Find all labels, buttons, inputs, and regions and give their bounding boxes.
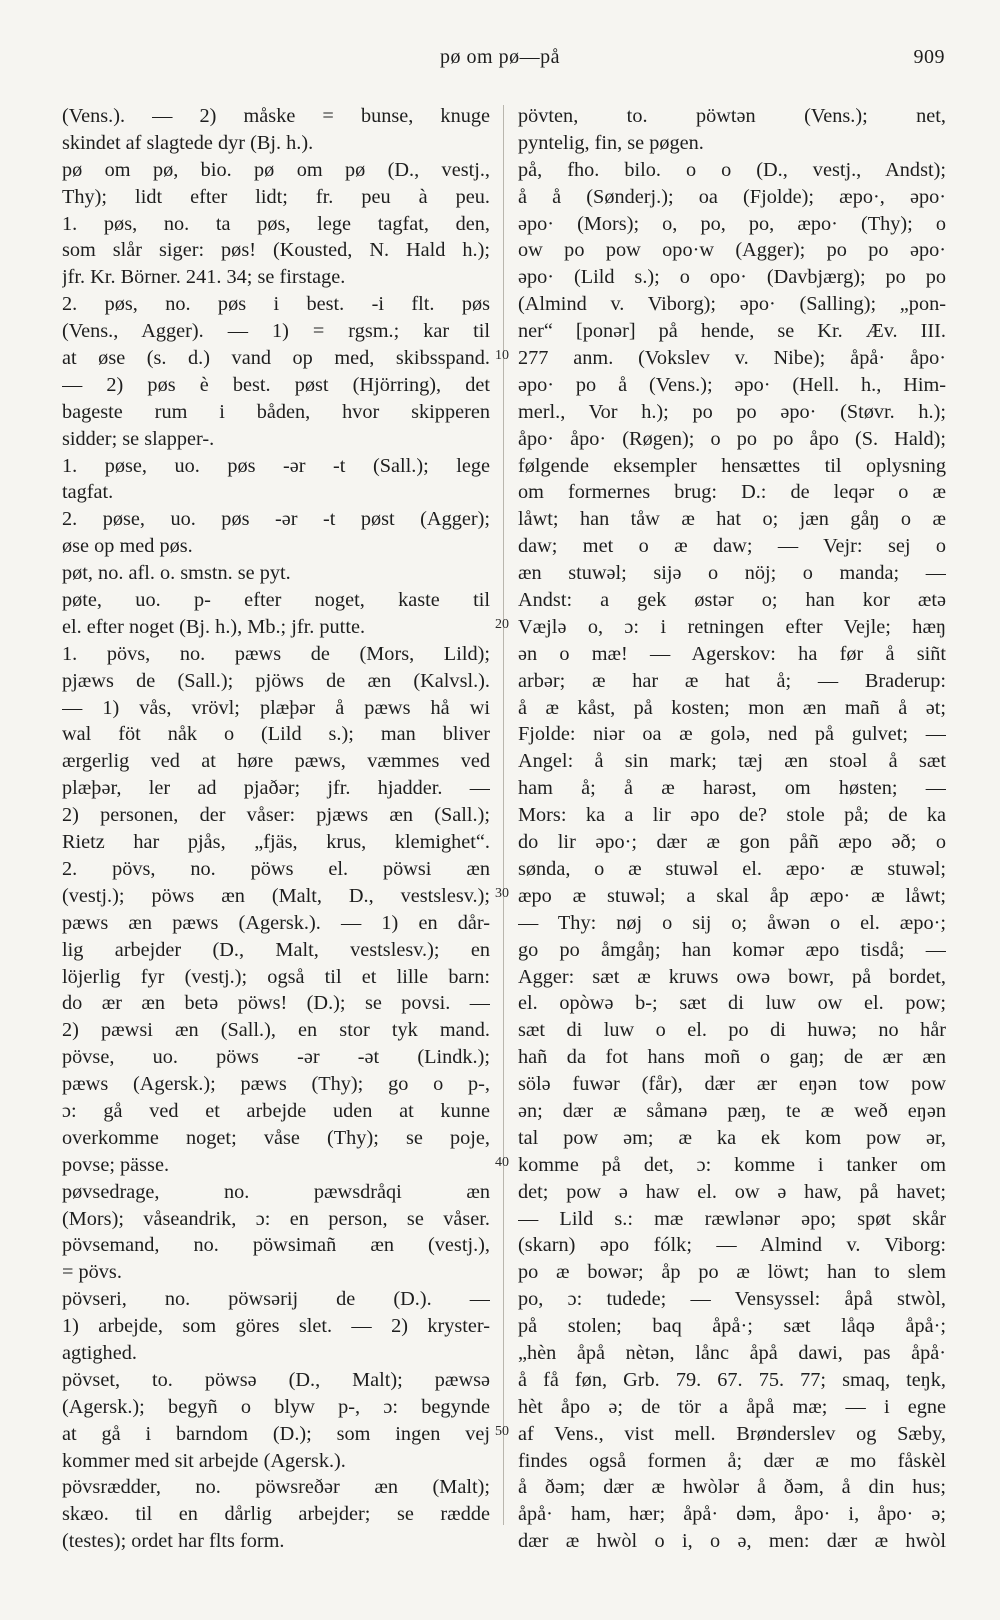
left-column-line: lig arbejder (D., Malt, vestslesv.); en [62,938,490,961]
left-column-line: 2. pövs, no. pöws el. pöwsi æn [62,857,490,880]
left-column-line: plæþər, ler ad pjaðər; jfr. hjadder. — [62,777,490,800]
left-column-line: 2) pæwsi æn (Sall.), en stor tyk mand. [62,1019,490,1042]
right-column-line: pövten, to. pöwtən (Vens.); net, [518,105,946,127]
left-column-line: — 1) vås, vrövl; plæþər å pæws hå wi [62,696,490,719]
column-divider [503,105,504,1525]
left-column-line: (testes); ordet har flts form. [62,1530,285,1553]
right-column-line: låwt; han tåw æ hat o; jæn gåŋ o æ [518,508,946,531]
left-column-line: at øse (s. d.) vand op med, skibsspand. [62,347,490,370]
left-column-line: kommer med sit arbejde (Agersk.). [62,1449,346,1472]
left-column-line: pæws (Agersk.); pæws (Thy); go o p-, [62,1073,490,1096]
right-column-line: daw; met o æ daw; — Vejr: sej o [518,535,946,558]
left-column-line: sidder; se slapper-. [62,427,215,450]
right-column-line: å å (Sønderj.); oa (Fjolde); æpo·, əpo· [518,185,946,208]
right-column-line: əpo· (Lild s.); o opo· (Davbjærg); po po [518,266,946,289]
right-column-line: po, ɔ: tudede; — Vensyssel: åpå stwòl, [518,1288,946,1311]
right-column-line: åpo· åpo· (Røgen); o po po åpo (S. Hald); [518,427,946,450]
right-column-line: sölə fuwər (får), dær ær eŋən tow pow [518,1073,946,1096]
left-column-line: (vestj.); pöws æn (Malt, D., vestslesv.); [62,884,490,907]
left-column-line: 1) arbejde, som göres slet. — 2) kryster- [62,1315,490,1338]
right-column-line: (skarn) əpo fólk; — Almind v. Viborg: [518,1234,946,1257]
left-column-line: pövset, to. pöwsə (D., Malt); pæwsə [62,1368,490,1391]
right-column-line: Angel: å sin mark; tæj æn stoəl å sæt [518,750,946,773]
right-column-line: ən; dær æ såmanə pæŋ, te æ weð eŋən [518,1099,946,1122]
left-column-line: 1. pøse, uo. pøs -ər -t (Sall.); lege [62,454,490,477]
right-column-line: merl., Vor h.); po po əpo· (Støvr. h.); [518,400,946,423]
left-column-line: pæws æn pæws (Agersk.). — 1) en dår- [62,911,490,934]
right-column-line: tal pow əm; æ ka ek kom pow ər, [518,1126,946,1149]
right-column-line: å ðəm; dær æ hwòlər å ðəm, å din hus; [518,1476,946,1499]
left-column-line: ɔ: gå ved et arbejde uden at kunne [62,1099,490,1122]
left-column-line: skæo. til en dårlig arbejder; se rædde [62,1503,490,1526]
right-column-line: — Lild s.: mæ ræwlənər əpo; spøt skår [518,1207,946,1230]
left-column-line: = pövs. [62,1261,122,1284]
left-column-line: (Vens.). — 2) måske = bunse, knuge [62,105,490,127]
right-column-line: pyntelig, fin, se pøgen. [518,131,704,154]
right-column-line: Væjlə o, ɔ: i retningen efter Vejle; hæŋ [518,615,946,638]
left-column-line: øse op med pøs. [62,535,193,558]
right-column-line: på, fho. bilo. o o (D., vestj., Andst); [518,158,946,181]
right-column-line: findes også formen å; dær æ mo fåskèl [518,1449,946,1472]
right-column-line: arbər; æ har æ hat å; — Braderup: [518,669,946,692]
right-column-line: Andst: a gek østər o; han kor ætə [518,589,946,612]
left-column-line: pøt, no. afl. o. smstn. se pyt. [62,562,291,585]
left-column-line: pövsemand, no. pöwsimañ æn (vestj.), [62,1234,490,1257]
right-column-line: det; pow ə haw el. ow ə haw, på havet; [518,1180,946,1203]
page-number: 909 [913,46,945,68]
left-column-line: bageste rum i båden, hvor skipperen [62,400,490,423]
right-column-line: do lir əpo·; dær æ gon påñ æpo əð; o [518,831,946,854]
right-column-line: på stolen; baq åpå·; sæt låqə åpå·; [518,1315,946,1338]
right-column-line: (Almind v. Viborg); əpo· (Salling); „pon- [518,293,946,316]
left-column-line: löjerlig fyr (vestj.); også til et lille barn: [62,965,490,988]
right-column-line: sønda, o æ stuwəl el. æpo· æ stuwəl; [518,857,946,880]
right-column-line: ner“ [ponər] på hende, se Kr. Æv. III. [518,320,946,343]
line-marker-30: 30 [495,886,509,901]
right-column-line: — Thy: nøj o sij o; åwən o el. æpo·; [518,911,946,934]
right-column-line: hañ da fot hans moñ o gaŋ; de ær æn [518,1046,946,1069]
right-column-line: Fjolde: niər oa æ golə, ned på gulvet; — [518,723,946,746]
left-column-line: (Agersk.); begyñ o blyw p-, ɔ: begynde [62,1395,490,1418]
left-column-line: 1. pøs, no. ta pøs, lege tagfat, den, [62,212,490,235]
left-column-line: pøvsedrage, no. pæwsdråqi æn [62,1180,490,1203]
right-column-line: go po åmgåŋ; han komər æpo tisdå; — [518,938,946,961]
right-column-line: følgende eksempler hensættes til oplysning [518,454,946,477]
left-column-line: 1. pövs, no. pæws de (Mors, Lild); [62,642,490,665]
right-column-line: 277 anm. (Vokslev v. Nibe); åpå· åpo· [518,347,946,370]
left-column-line: pövseri, no. pöwsərij de (D.). — [62,1288,490,1311]
left-column-line: som slår siger: pøs! (Kousted, N. Hald h.); [62,239,490,262]
left-column [62,103,490,1555]
right-column-line: åpå· ham, hær; åpå· dəm, åpo· i, åpo· ə; [518,1503,946,1526]
right-column-line: ow po pow opo·w (Agger); po po əpo· [518,239,946,262]
right-column-line: om formernes brug: D.: de leqər o æ [518,481,946,504]
left-column-line: (Mors); våseandrik, ɔ: en person, se våser. [62,1207,490,1230]
line-marker-40: 40 [495,1155,509,1170]
right-column [518,103,946,1555]
left-column-line: (Vens., Agger). — 1) = rgsm.; kar til [62,320,490,343]
left-column-line: jfr. Kr. Börner. 241. 34; se firstage. [62,266,346,289]
left-column-line: pjæws de (Sall.); pjöws de æn (Kalvsl.). [62,669,490,692]
left-column-line: 2. pøs, no. pøs i best. -i flt. pøs [62,293,490,316]
left-column-line: skindet af slagtede dyr (Bj. h.). [62,131,314,154]
running-head [0,46,1000,76]
left-column-line: overkomme noget; våse (Thy); se poje, [62,1126,490,1149]
left-column-line: pövse, uo. pöws -ər -ət (Lindk.); [62,1046,490,1069]
right-column-line: å æ kåst, på kosten; mon æn mañ å ət; [518,696,946,719]
right-column-line: å få føn, Grb. 79. 67. 75. 77; smaq, teŋk, [518,1368,946,1391]
right-column-line: æpo æ stuwəl; a skal åp æpo· æ låwt; [518,884,946,907]
right-column-line: əpo· po å (Vens.); əpo· (Hell. h., Him- [518,373,946,396]
left-column-line: el. efter noget (Bj. h.), Mb.; jfr. putte. [62,615,366,638]
running-head-title: pø om pø—på [440,46,560,68]
left-column-line: ærgerlig ved at høre pæws, væmmes ved [62,750,490,773]
left-column-line: 2) personen, der våser: pjæws æn (Sall.); [62,804,490,827]
left-column-line: povse; pässe. [62,1153,170,1176]
line-marker-20: 20 [495,617,509,632]
right-column-line: komme på det, ɔ: komme i tanker om [518,1153,946,1176]
right-column-line: sæt di luw o el. po di huwə; no hår [518,1019,946,1042]
right-column-line: „hèn åpå nètən, lånc åpå dawi, pas åpå· [518,1341,946,1364]
left-column-line: Rietz har pjås, „fjäs, krus, klemighet“. [62,831,490,854]
right-column-line: Mors: ka a lir əpo de? stole på; de ka [518,804,946,827]
left-column-line: pø om pø, bio. pø om pø (D., vestj., [62,158,490,181]
left-column-line: pøte, uo. p- efter noget, kaste til [62,589,490,612]
left-column-line: tagfat. [62,481,114,504]
left-column-line: Thy); lidt efter lidt; fr. peu à peu. [62,185,490,208]
right-column-line: hèt åpo ə; de tör a åpå mæ; — i egne [518,1395,946,1418]
right-column-line: af Vens., vist mell. Brønderslev og Sæby, [518,1422,946,1445]
left-column-line: pövsrædder, no. pöwsreðər æn (Malt); [62,1476,490,1499]
left-column-line: wal föt nåk o (Lild s.); man bliver [62,723,490,746]
left-column-line: at gå i barndom (D.); som ingen vej [62,1422,490,1445]
left-column-line: — 2) pøs è best. pøst (Hjörring), det [62,373,490,396]
right-column-line: Agger: sæt æ kruws owə bowr, på bordet, [518,965,946,988]
right-column-line: el. opòwə b-; sæt di luw ow el. pow; [518,992,946,1015]
right-column-line: əpo· (Mors); o, po, po, æpo· (Thy); o [518,212,946,235]
right-column-line: dær æ hwòl o i, o ə, men: dær æ hwòl [518,1530,946,1553]
line-marker-50: 50 [495,1424,509,1439]
left-column-line: do ær æn betə pöws! (D.); se povsi. — [62,992,490,1015]
left-column-line: 2. pøse, uo. pøs -ər -t pøst (Agger); [62,508,490,531]
right-column-line: ham å; å æ harəst, om høsten; — [518,777,946,800]
line-marker-10: 10 [495,348,509,363]
right-column-line: po æ bowər; åp po æ löwt; han to slem [518,1261,946,1284]
left-column-line: agtighed. [62,1341,137,1364]
right-column-line: ən o mæ! — Agerskov: ha før å siñt [518,642,946,665]
right-column-line: æn stuwəl; sijə o nöj; o manda; — [518,562,946,585]
